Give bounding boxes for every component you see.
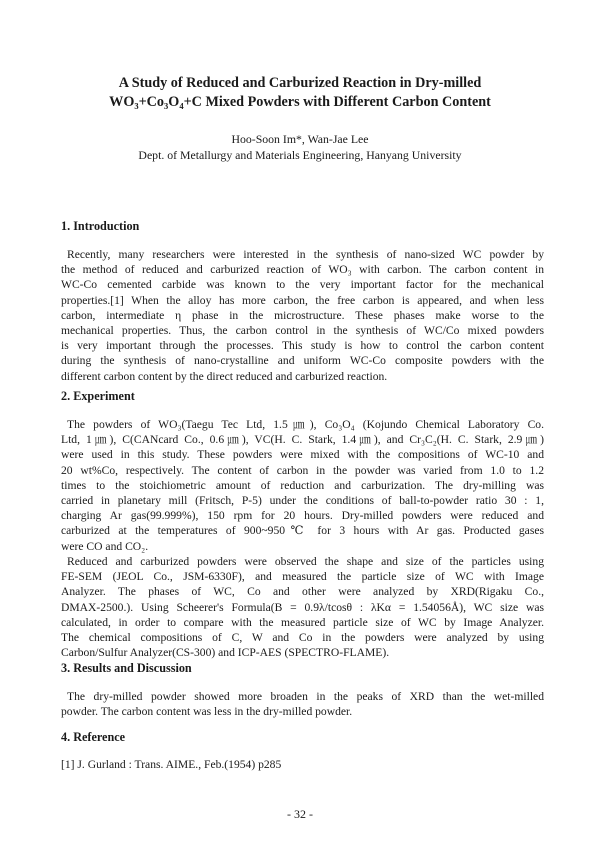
text-line: 20 wt%Co, respectively. The content of carbon in the powder was varied from 1.0 to 1.2: [61, 463, 544, 477]
text-line: Ltd, 1㎛), C(CANcard Co., 0.6㎛), VC(H. C. Stark, 1.4㎛), and Cr₃C₂(H. C. Stark, 2.9㎛): [61, 433, 544, 447]
text-line: is very important through the processes. This study is how to control the carbon content: [61, 339, 544, 353]
text-line: carburized at the temperatures of 900~950℃ for 3 hours with Ar gas. Producted gases: [61, 524, 544, 538]
paper-title: [40, 74, 560, 112]
page-number: - 32 -: [287, 807, 313, 821]
text-line: mechanical properties. Thus, the carbon control in the synthesis of WC/Co mixed powders: [61, 324, 544, 338]
text-line: powder. The carbon content was less in the dry-milled powder.: [61, 705, 353, 719]
text-line: properties.[1] When the alloy has more carbon, the free carbon is appeared, and when less: [61, 293, 544, 307]
text-line: were used in this study. These powders were mixed with the compositions of WC-10 and: [61, 448, 544, 462]
text-line: WC-Co cemented carbide was known to the very important factor for the mechanical: [61, 278, 544, 292]
text-line: during the synthesis of nano-crystalline and uniform WC-Co composite powders with the: [61, 354, 544, 368]
section-heading-introduction: 1. Introduction: [61, 219, 140, 233]
text-line: carbon, intermediate η phase in the microstructure. These phases make worse to the: [61, 308, 544, 322]
title-line-2: WO₃+Co₃O₄+C Mixed Powders with Different Carbon Content: [109, 94, 491, 110]
text-line: FE-SEM (JEOL Co., JSM-6330F), and measured the particle size of WC with Image: [61, 570, 544, 584]
section-heading-results: 3. Results and Discussion: [61, 661, 192, 675]
title-line-1: A Study of Reduced and Carburized Reaction in Dry-milled: [118, 75, 482, 91]
experiment-paragraph-1: [61, 417, 544, 554]
text-line: Carbon/Sulfur Analyzer(CS-300) and ICP-AES (SPECTRO-FLAME).: [61, 646, 390, 660]
text-line: Analyzer. The phases of WC, Co and other were analyzed by XRD(Rigaku Co.,: [61, 585, 544, 599]
text-line: carried in planetary mill (Fritsch, P-5) under the conditions of ball-to-powder ratio 30 : 1,: [61, 494, 544, 508]
reference-item: [1] J. Gurland : Trans. AIME., Feb.(1954) p285: [61, 758, 282, 771]
text-line: The chemical compositions of C, W and Co in the powders were analyzed by using: [61, 631, 544, 645]
authors: Hoo-Soon Im*, Wan-Jae Lee: [231, 132, 369, 146]
text-line: DMAX-2500.). Using Scheerer's Formula(B = 0.9λ/tcosθ : λKα = 1.54056Å), WC size was: [61, 600, 544, 614]
text-line: Reduced and carburized powders were observed the shape and size of the particles using: [67, 555, 544, 568]
text-line: The dry-milled powder showed more broaden in the peaks of XRD than the wet-milled: [67, 690, 544, 703]
text-line: different carbon content by the direct reduced and carburized reaction.: [61, 369, 388, 383]
text-line: Recently, many researchers were interested in the synthesis of nano-sized WC powder by: [67, 248, 544, 261]
experiment-paragraph-2: [61, 554, 544, 660]
affiliation: Dept. of Metallurgy and Materials Engineering, Hanyang University: [138, 148, 462, 162]
introduction-paragraph: [61, 247, 544, 384]
section-heading-experiment: 2. Experiment: [61, 389, 135, 403]
text-line: the method of reduced and carburized reaction of WO₃ with carbon. The carbon content in: [61, 263, 544, 277]
text-line: times to the stoichiometric amount of reduction and carburization. The dry-milling was: [61, 478, 544, 492]
text-line: The powders of WO₃(Taegu Tec Ltd, 1.5㎛), Co₃O₄ (Kojundo Chemical Laboratory Co.: [67, 418, 544, 431]
section-heading-reference: 4. Reference: [61, 730, 126, 744]
text-line: charging Ar gas(99.999%), 150 rpm for 20 hours. Dry-milled powders were reduced and: [61, 509, 544, 523]
text-line: were CO and CO₂.: [61, 539, 149, 553]
text-line: calculated, in order to compare with the measured particle size of WC by Image Analyzer.: [61, 615, 544, 629]
results-paragraph: [61, 689, 544, 719]
